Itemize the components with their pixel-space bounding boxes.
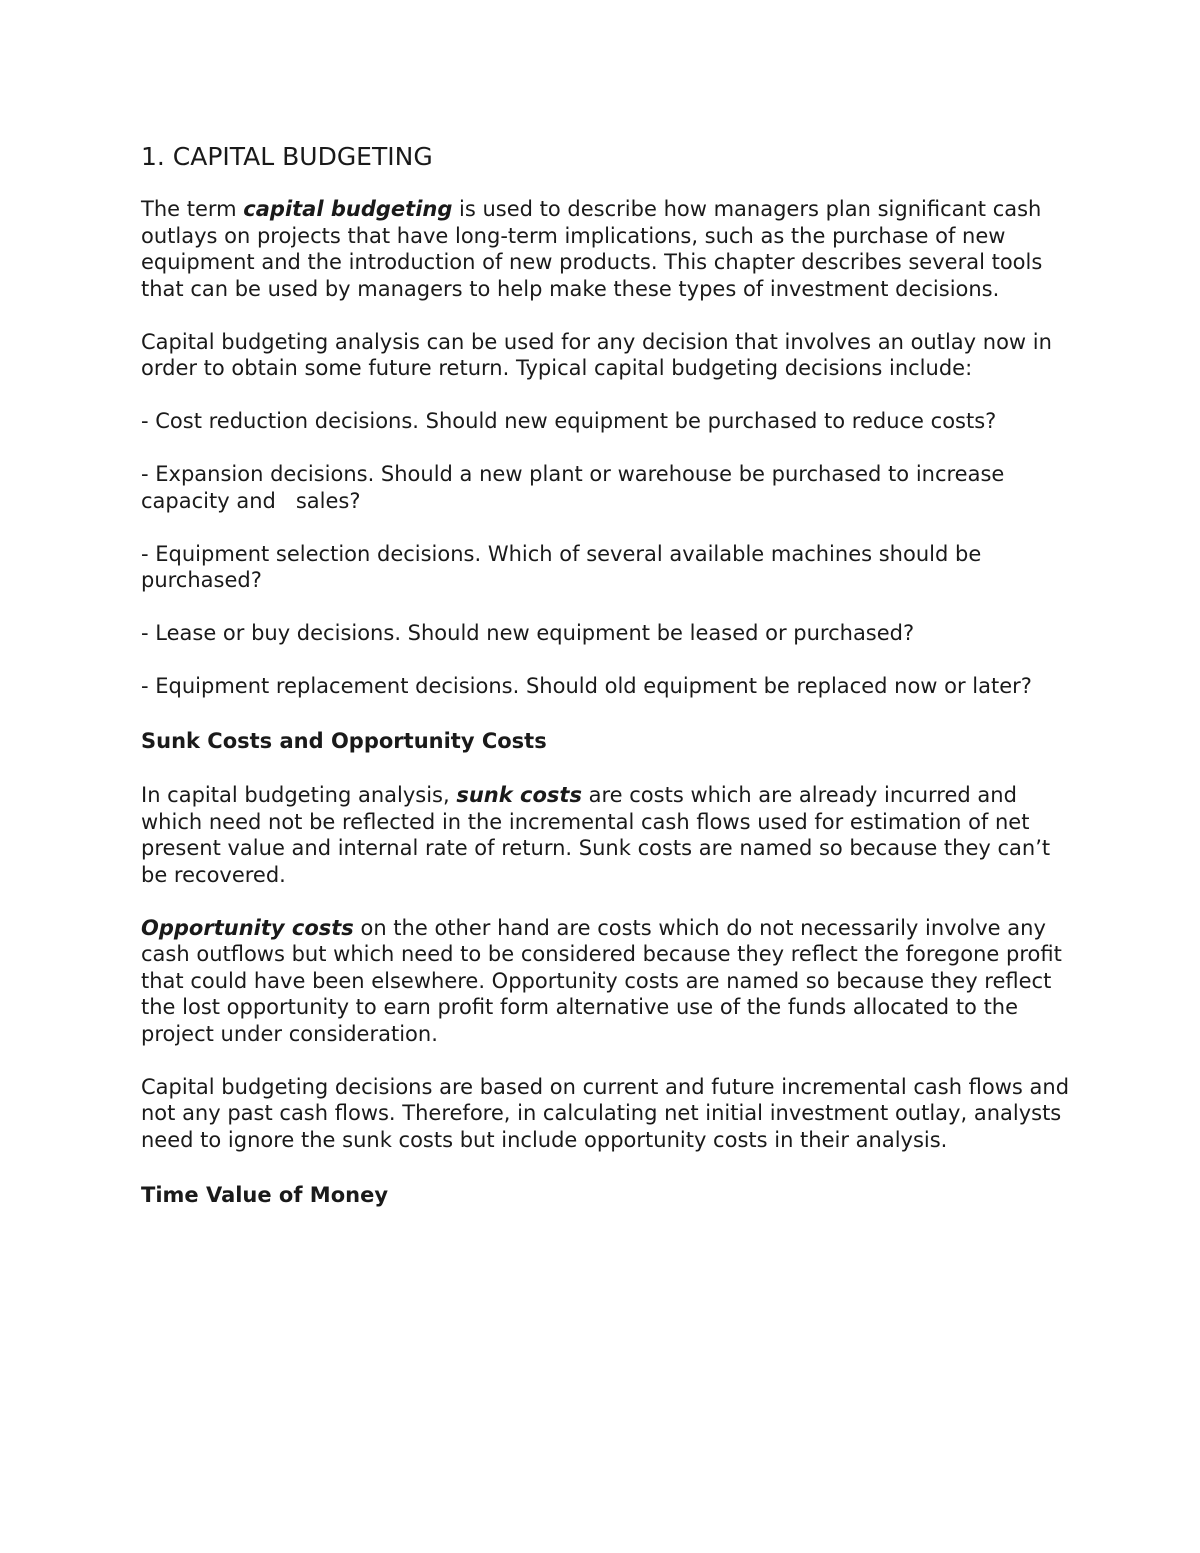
conclusion-paragraph: Capital budgeting decisions are based on current and future incremental cash flows and not any past cash flows. Therefore, in calculating net initial investment outlay, analysts need to ignore the sunk costs but include opportunity costs in their analysis. xyxy=(141,1074,1070,1152)
sunk-text-before: In capital budgeting analysis, xyxy=(141,783,457,807)
decision-expansion-tail: sales? xyxy=(295,488,361,513)
intro-text-before: The term xyxy=(141,197,244,221)
time-value-heading: Time Value of Money xyxy=(141,1182,389,1207)
analysis-paragraph: Capital budgeting analysis can be used for any decision that involves an outlay now in order to obtain some future return. Typical capital budgeting decisions include: xyxy=(141,329,1052,380)
document-title: 1. CAPITAL BUDGETING xyxy=(141,142,433,171)
sunk-costs-heading: Sunk Costs and Opportunity Costs xyxy=(141,729,547,753)
intro-paragraph xyxy=(141,196,1071,302)
decision-item-equipment-selection: - Equipment selection decisions. Which of several available machines should be purchased? xyxy=(141,541,982,592)
term-capital-budgeting: capital budgeting xyxy=(243,197,453,221)
term-sunk-costs: sunk costs xyxy=(456,783,582,807)
opportunity-text-after: on the other hand are costs which do not necessarily involve any cash outflows but which need to be considered because they reflect the foregone profit that could have been elsewhere. Opportunity costs are named so because they reflect the lost opportunity to earn profit form alternative use of the funds allocated to the project under consideration. xyxy=(141,915,1062,1046)
decision-item-cost-reduction: - Cost reduction decisions. Should new equipment be purchased to reduce costs? xyxy=(141,409,997,433)
document-body xyxy=(141,140,1071,1236)
term-opportunity-costs: Opportunity costs xyxy=(141,915,354,940)
decision-item-expansion xyxy=(141,461,1071,514)
decision-item-lease-or-buy: - Lease or buy decisions. Should new equipment be leased or purchased? xyxy=(141,621,915,645)
decision-item-equipment-replacement: - Equipment replacement decisions. Should old equipment be replaced now or later? xyxy=(141,674,1032,698)
intro-text-after: is used to describe how managers plan significant cash outlays on projects that have long-term implications, such as the purchase of new equipment and the introduction of new products. This chapter describes several tools that can be used by managers to help make these types of investment decisions. xyxy=(141,197,1043,301)
sunk-costs-paragraph xyxy=(141,782,1071,888)
sunk-text-after: are costs which are already incurred and which need not be reflected in the incremental cash flows used for estimation of net present value and internal rate of return. Sunk costs are named so because they can’t be recovered. xyxy=(141,783,1051,887)
decision-expansion-text: - Expansion decisions. Should a new plant or warehouse be purchased to increase capacity and xyxy=(141,462,1005,513)
opportunity-costs-paragraph xyxy=(141,915,1071,1048)
